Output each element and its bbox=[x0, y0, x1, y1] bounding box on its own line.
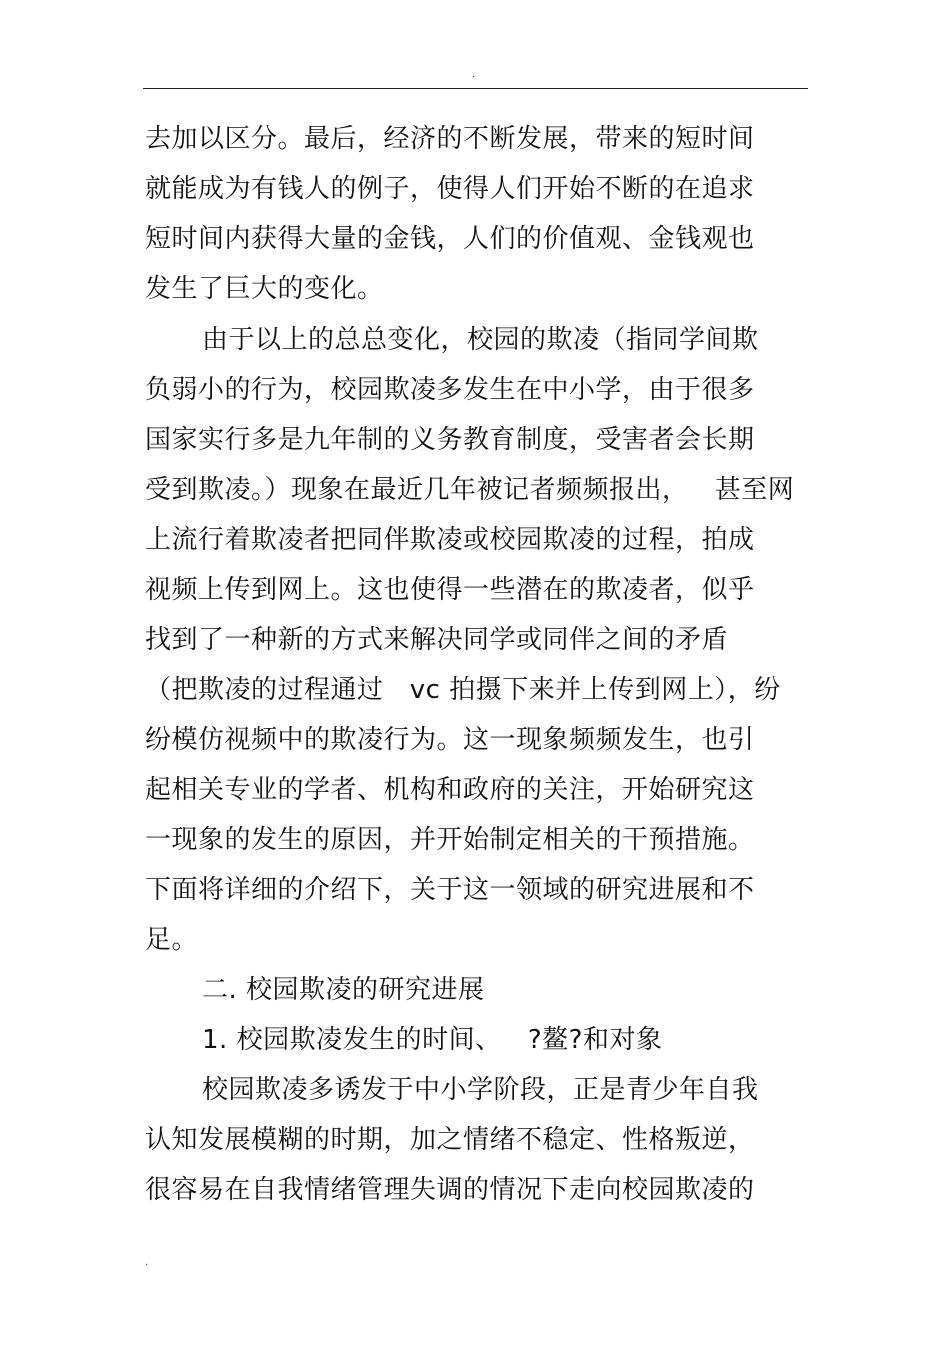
paragraph-start-line: 校园欺凌多诱发于中小学阶段，正是青少年自我 bbox=[202, 1075, 759, 1105]
header-rule bbox=[143, 88, 808, 89]
section-heading: 二. 校园欺凌的研究进展 bbox=[202, 975, 485, 1005]
text-line: 认知发展模糊的时期，加之情绪不稳定、性格叛逆， bbox=[145, 1125, 755, 1155]
text-line: 找到了一种新的方式来解决同学或同伴之间的矛盾 bbox=[145, 625, 729, 655]
text-line: （把欺凌的过程通过 vc 拍摄下来并上传到网上），纷 bbox=[145, 675, 781, 705]
text-line: 就能成为有钱人的例子，使得人们开始不断的在追求 bbox=[145, 174, 755, 204]
text-line: 国家实行多是九年制的义务教育制度，受害者会长期 bbox=[145, 425, 755, 455]
text-line: 负弱小的行为，校园欺凌多发生在中小学，由于很多 bbox=[145, 375, 755, 405]
text-line: 受到欺凌。）现象在最近几年被记者频频报出， 甚至网 bbox=[145, 475, 795, 505]
text-line: 纷模仿视频中的欺凌行为。这一现象频频发生，也引 bbox=[145, 725, 755, 755]
text-line: 足。 bbox=[145, 925, 199, 955]
header-mark: . bbox=[472, 69, 476, 80]
text-line: 很容易在自我情绪管理失调的情况下走向校园欺凌的 bbox=[145, 1175, 755, 1205]
text-line: 上流行着欺凌者把同伴欺凌或校园欺凌的过程，拍成 bbox=[145, 525, 755, 555]
text-line: 下面将详细的介绍下，关于这一领域的研究进展和不 bbox=[145, 875, 755, 905]
text-line: 去加以区分。最后，经济的不断发展，带来的短时间 bbox=[145, 124, 755, 154]
text-line: 一现象的发生的原因，并开始制定相关的干预措施。 bbox=[145, 825, 755, 855]
paragraph-start-line: 由于以上的总总变化，校园的欺凌（指同学间欺 bbox=[202, 325, 759, 355]
text-line: 视频上传到网上。这也使得一些潜在的欺凌者，似乎 bbox=[145, 575, 755, 605]
text-line: 短时间内获得大量的金钱，人们的价值观、金钱观也 bbox=[145, 224, 755, 254]
text-line: 起相关专业的学者、机构和政府的关注，开始研究这 bbox=[145, 775, 755, 805]
subsection-heading: 1. 校园欺凌发生的时间、 ?鳌?和对象 bbox=[202, 1025, 663, 1055]
text-line: 发生了巨大的变化。 bbox=[145, 274, 384, 304]
footer-mark: . bbox=[145, 1257, 149, 1268]
